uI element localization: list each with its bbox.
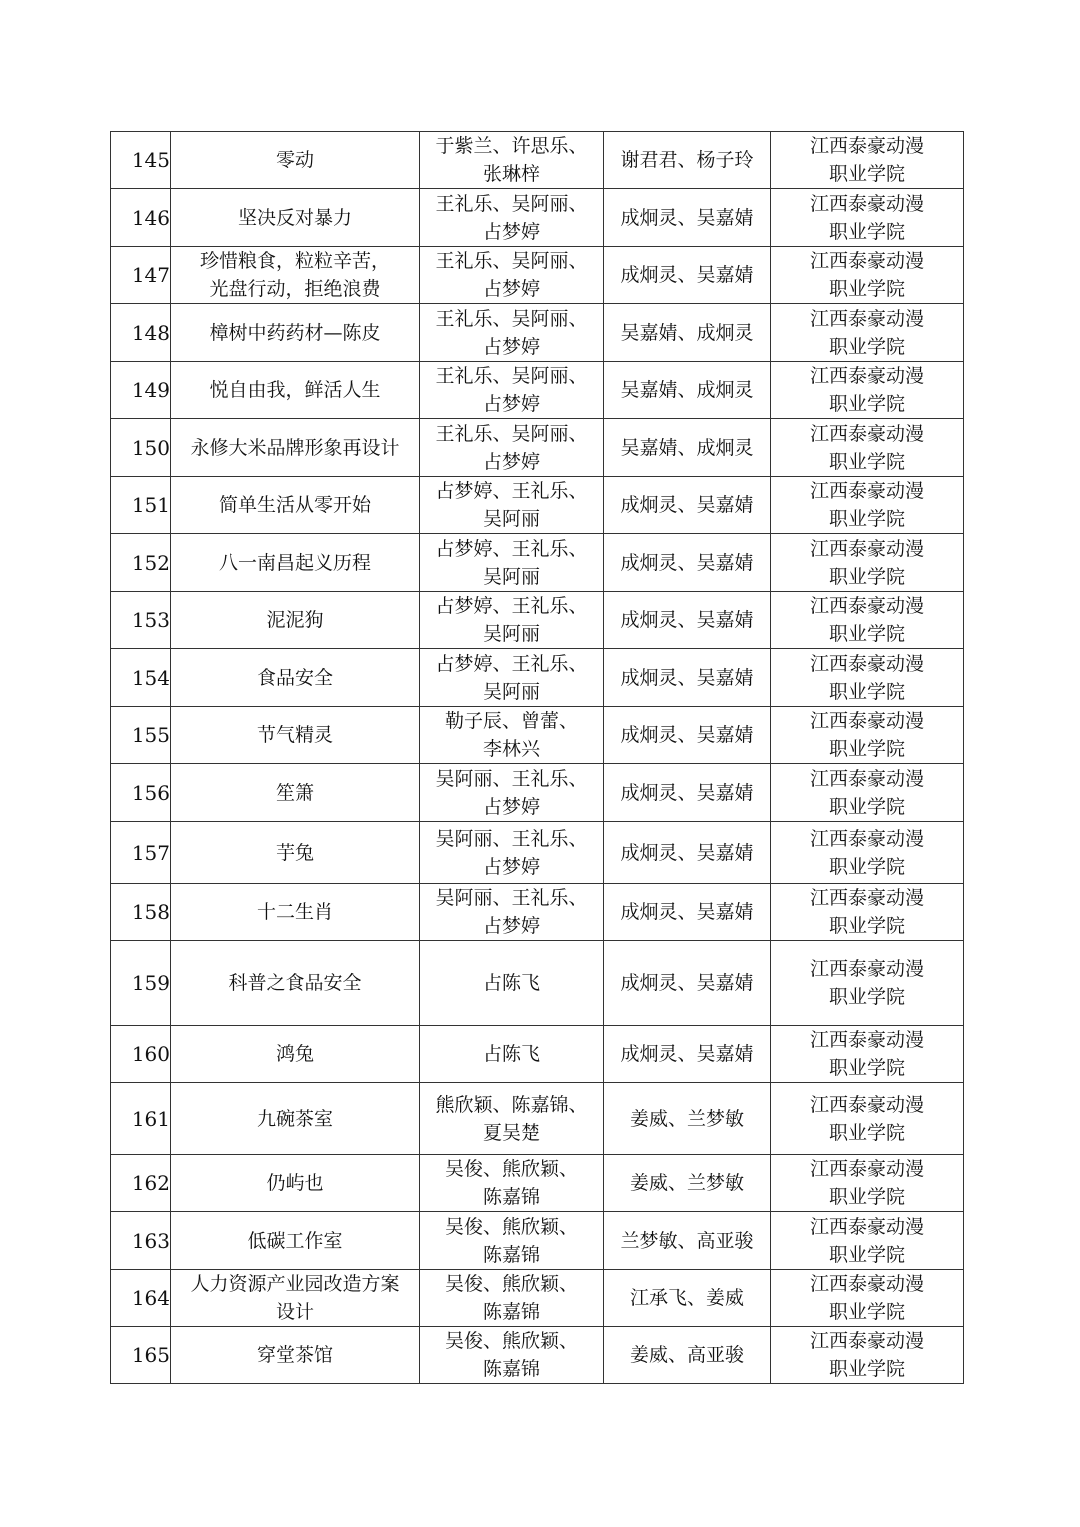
authors-line: 吴阿丽、王礼乐、 [435, 887, 588, 909]
authors-line: 占梦婷、王礼乐、 [435, 537, 588, 560]
row-number-cell: 163 [111, 1212, 171, 1270]
advisors-line: 兰梦敏、高亚骏 [620, 1229, 754, 1252]
school-cell [771, 419, 964, 477]
work-title-line: 樟树中药药材—陈皮 [209, 321, 381, 344]
school-cell [771, 822, 964, 884]
work-title-line: 节气精灵 [256, 724, 333, 746]
work-title-line: 八一南昌起义历程 [218, 551, 371, 574]
advisors-line: 谢君君、杨子玲 [620, 149, 754, 171]
row-number-cell: 164 [111, 1270, 171, 1327]
school-cell [771, 362, 964, 419]
authors-line: 占梦婷 [482, 450, 540, 473]
authors-line: 占陈飞 [482, 1043, 540, 1065]
awards-table [110, 131, 964, 1384]
school-line: 职业学院 [828, 1243, 905, 1266]
table-row [111, 132, 964, 189]
school-cell [771, 1212, 964, 1270]
school-cell [771, 884, 964, 941]
authors-line: 夏吴楚 [482, 1121, 540, 1144]
row-number-cell: 155 [111, 707, 171, 764]
advisors-cell [604, 477, 771, 534]
school-cell [771, 592, 964, 649]
school-line: 江西泰豪动漫 [809, 135, 924, 157]
work-title-line: 笙箫 [275, 781, 314, 804]
authors-cell [420, 707, 604, 764]
authors-line: 占梦婷 [482, 393, 540, 415]
row-number-cell: 159 [111, 941, 171, 1026]
school-cell [771, 707, 964, 764]
school-line: 职业学院 [828, 335, 905, 358]
authors-cell [420, 1155, 604, 1212]
authors-line: 陈嘉锦 [482, 1358, 540, 1380]
work-title-cell [171, 941, 420, 1026]
school-cell [771, 1155, 964, 1212]
authors-line: 于紫兰、许思乐、 [435, 135, 588, 157]
authors-cell [420, 477, 604, 534]
school-line: 江西泰豪动漫 [809, 767, 924, 790]
school-line: 江西泰豪动漫 [809, 1029, 924, 1051]
work-title-line: 仍屿也 [266, 1172, 324, 1194]
advisors-cell [604, 419, 771, 477]
school-cell [771, 1327, 964, 1384]
authors-line: 占梦婷 [482, 915, 540, 937]
authors-cell [420, 822, 604, 884]
advisors-line: 江承飞、姜威 [629, 1287, 744, 1309]
authors-cell [420, 304, 604, 362]
advisors-line: 成炯灵、吴嘉婧 [620, 781, 754, 804]
work-title-line: 光盘行动，拒绝浪费 [209, 278, 381, 300]
advisors-line: 吴嘉婧、成炯灵 [620, 321, 754, 344]
school-line: 江西泰豪动漫 [809, 710, 924, 732]
work-title-cell [171, 304, 420, 362]
school-line: 职业学院 [828, 220, 905, 243]
work-title-line: 鸿兔 [275, 1043, 314, 1065]
school-cell [771, 1083, 964, 1155]
advisors-line: 姜威、兰梦敏 [629, 1107, 744, 1130]
authors-line: 占梦婷 [482, 220, 540, 243]
authors-cell [420, 419, 604, 477]
authors-line: 吴俊、熊欣颖、 [444, 1273, 578, 1295]
authors-line: 陈嘉锦 [482, 1301, 540, 1323]
table-row [111, 304, 964, 362]
authors-line: 占梦婷、王礼乐、 [435, 595, 588, 617]
authors-line: 占陈飞 [482, 972, 540, 994]
work-title-cell [171, 419, 420, 477]
work-title-cell [171, 592, 420, 649]
work-title-cell [171, 707, 420, 764]
work-title-cell [171, 362, 420, 419]
table-row [111, 477, 964, 534]
table-row [111, 884, 964, 941]
advisors-line: 成炯灵、吴嘉婧 [620, 901, 754, 923]
authors-line: 王礼乐、吴阿丽、 [435, 307, 588, 330]
work-title-cell [171, 132, 420, 189]
school-line: 江西泰豪动漫 [809, 1158, 924, 1180]
authors-line: 王礼乐、吴阿丽、 [435, 250, 588, 272]
work-title-cell [171, 1270, 420, 1327]
advisors-cell [604, 764, 771, 822]
work-title-cell [171, 764, 420, 822]
work-title-line: 穿堂茶馆 [256, 1344, 333, 1366]
work-title-cell [171, 1327, 420, 1384]
table-row [111, 1212, 964, 1270]
school-line: 职业学院 [828, 623, 905, 645]
table-row [111, 247, 964, 304]
authors-line: 吴阿丽 [482, 565, 540, 588]
advisors-cell [604, 1155, 771, 1212]
advisors-cell [604, 592, 771, 649]
advisors-line: 姜威、高亚骏 [629, 1344, 744, 1366]
row-number-cell: 154 [111, 649, 171, 707]
school-cell [771, 189, 964, 247]
school-line: 江西泰豪动漫 [809, 365, 924, 387]
table-row [111, 189, 964, 247]
work-title-cell [171, 189, 420, 247]
school-line: 江西泰豪动漫 [809, 1093, 924, 1116]
authors-cell [420, 247, 604, 304]
school-line: 职业学院 [828, 986, 905, 1008]
work-title-line: 简单生活从零开始 [218, 494, 371, 516]
school-line: 江西泰豪动漫 [809, 250, 924, 272]
authors-line: 吴俊、熊欣颖、 [444, 1215, 578, 1238]
work-title-line: 食品安全 [256, 666, 333, 689]
advisors-line: 成炯灵、吴嘉婧 [620, 666, 754, 689]
authors-line: 陈嘉锦 [482, 1243, 540, 1266]
work-title-line: 零动 [275, 149, 314, 171]
school-cell [771, 764, 964, 822]
advisors-line: 成炯灵、吴嘉婧 [620, 841, 754, 864]
work-title-cell [171, 1083, 420, 1155]
advisors-cell [604, 1212, 771, 1270]
authors-line: 李林兴 [482, 738, 540, 760]
advisors-line: 成炯灵、吴嘉婧 [620, 264, 754, 286]
row-number-cell: 153 [111, 592, 171, 649]
advisors-cell [604, 1083, 771, 1155]
authors-line: 占梦婷 [482, 335, 540, 358]
school-line: 职业学院 [828, 163, 905, 185]
advisors-cell [604, 822, 771, 884]
authors-cell [420, 649, 604, 707]
table-row [111, 764, 964, 822]
school-line: 职业学院 [828, 393, 905, 415]
school-line: 职业学院 [828, 680, 905, 703]
authors-line: 张琳梓 [482, 163, 540, 185]
authors-line: 吴阿丽 [482, 623, 540, 645]
advisors-line: 成炯灵、吴嘉婧 [620, 609, 754, 631]
work-title-line: 坚决反对暴力 [237, 206, 352, 229]
school-cell [771, 1026, 964, 1083]
advisors-cell [604, 534, 771, 592]
authors-line: 吴阿丽 [482, 508, 540, 530]
work-title-line: 泥泥狗 [266, 609, 324, 631]
table-row [111, 822, 964, 884]
school-line: 职业学院 [828, 450, 905, 473]
authors-cell [420, 1270, 604, 1327]
work-title-line: 人力资源产业园改造方案 [190, 1273, 400, 1295]
authors-cell [420, 764, 604, 822]
row-number-cell: 156 [111, 764, 171, 822]
work-title-line: 悦自由我，鲜活人生 [209, 379, 381, 401]
authors-cell [420, 592, 604, 649]
row-number-cell: 162 [111, 1155, 171, 1212]
school-line: 江西泰豪动漫 [809, 537, 924, 560]
school-line: 职业学院 [828, 738, 905, 760]
school-line: 职业学院 [828, 508, 905, 530]
school-line: 江西泰豪动漫 [809, 307, 924, 330]
table-row [111, 941, 964, 1026]
advisors-cell [604, 247, 771, 304]
authors-line: 占梦婷 [482, 795, 540, 818]
authors-line: 占梦婷、王礼乐、 [435, 652, 588, 675]
table-row [111, 1155, 964, 1212]
work-title-cell [171, 247, 420, 304]
work-title-line: 九碗茶室 [256, 1107, 333, 1130]
row-number-cell: 147 [111, 247, 171, 304]
authors-cell [420, 1327, 604, 1384]
school-line: 职业学院 [828, 1057, 905, 1079]
authors-line: 吴阿丽、王礼乐、 [435, 827, 588, 850]
row-number-cell: 165 [111, 1327, 171, 1384]
work-title-line: 芋兔 [275, 841, 314, 864]
advisors-line: 成炯灵、吴嘉婧 [620, 494, 754, 516]
school-cell [771, 304, 964, 362]
advisors-cell [604, 362, 771, 419]
authors-cell [420, 534, 604, 592]
work-title-cell [171, 1155, 420, 1212]
school-line: 职业学院 [828, 1186, 905, 1208]
school-line: 职业学院 [828, 915, 905, 937]
authors-line: 占梦婷 [482, 278, 540, 300]
authors-line: 吴俊、熊欣颖、 [444, 1158, 578, 1180]
work-title-line: 低碳工作室 [247, 1229, 343, 1252]
row-number-cell: 150 [111, 419, 171, 477]
authors-cell [420, 132, 604, 189]
authors-line: 勒子辰、曾蕾、 [444, 710, 578, 732]
advisors-cell [604, 941, 771, 1026]
table-row [111, 592, 964, 649]
work-title-line: 科普之食品安全 [228, 972, 362, 994]
advisors-cell [604, 649, 771, 707]
row-number-cell: 151 [111, 477, 171, 534]
authors-cell [420, 941, 604, 1026]
awards-table-body [111, 132, 964, 1384]
advisors-line: 姜威、兰梦敏 [629, 1172, 744, 1194]
table-row [111, 1083, 964, 1155]
table-row [111, 534, 964, 592]
work-title-cell [171, 884, 420, 941]
authors-line: 王礼乐、吴阿丽、 [435, 192, 588, 215]
work-title-cell [171, 822, 420, 884]
row-number-cell: 158 [111, 884, 171, 941]
row-number-cell: 152 [111, 534, 171, 592]
advisors-line: 成炯灵、吴嘉婧 [620, 724, 754, 746]
work-title-cell [171, 477, 420, 534]
advisors-cell [604, 1327, 771, 1384]
advisors-cell [604, 884, 771, 941]
authors-line: 王礼乐、吴阿丽、 [435, 422, 588, 445]
advisors-cell [604, 707, 771, 764]
authors-cell [420, 1026, 604, 1083]
school-cell [771, 941, 964, 1026]
work-title-cell [171, 534, 420, 592]
advisors-line: 成炯灵、吴嘉婧 [620, 1043, 754, 1065]
work-title-cell [171, 649, 420, 707]
advisors-cell [604, 1026, 771, 1083]
authors-line: 占梦婷 [482, 855, 540, 878]
row-number-cell: 148 [111, 304, 171, 362]
advisors-cell [604, 132, 771, 189]
school-cell [771, 649, 964, 707]
advisors-line: 成炯灵、吴嘉婧 [620, 972, 754, 994]
school-line: 职业学院 [828, 278, 905, 300]
advisors-cell [604, 189, 771, 247]
school-line: 江西泰豪动漫 [809, 887, 924, 909]
work-title-line: 设计 [275, 1301, 314, 1323]
school-line: 江西泰豪动漫 [809, 192, 924, 215]
table-row [111, 1026, 964, 1083]
advisors-line: 成炯灵、吴嘉婧 [620, 551, 754, 574]
row-number-cell: 160 [111, 1026, 171, 1083]
school-line: 江西泰豪动漫 [809, 422, 924, 445]
school-line: 职业学院 [828, 565, 905, 588]
authors-cell [420, 189, 604, 247]
advisors-line: 吴嘉婧、成炯灵 [620, 379, 754, 401]
work-title-cell [171, 1212, 420, 1270]
school-line: 职业学院 [828, 795, 905, 818]
work-title-line: 永修大米品牌形象再设计 [190, 436, 400, 459]
table-row [111, 419, 964, 477]
school-line: 江西泰豪动漫 [809, 652, 924, 675]
advisors-line: 吴嘉婧、成炯灵 [620, 436, 754, 459]
work-title-line: 十二生肖 [256, 901, 333, 923]
advisors-cell [604, 1270, 771, 1327]
authors-cell [420, 1212, 604, 1270]
authors-line: 陈嘉锦 [482, 1186, 540, 1208]
table-row [111, 707, 964, 764]
school-cell [771, 247, 964, 304]
authors-cell [420, 884, 604, 941]
school-line: 职业学院 [828, 1358, 905, 1380]
school-line: 江西泰豪动漫 [809, 1330, 924, 1352]
school-cell [771, 534, 964, 592]
table-row [111, 362, 964, 419]
school-cell [771, 132, 964, 189]
school-line: 江西泰豪动漫 [809, 827, 924, 850]
school-line: 江西泰豪动漫 [809, 1273, 924, 1295]
row-number-cell: 157 [111, 822, 171, 884]
authors-cell [420, 362, 604, 419]
authors-line: 占梦婷、王礼乐、 [435, 480, 588, 502]
work-title-line: 珍惜粮食，粒粒辛苦， [199, 250, 390, 272]
work-title-cell [171, 1026, 420, 1083]
school-cell [771, 1270, 964, 1327]
advisors-line: 成炯灵、吴嘉婧 [620, 206, 754, 229]
row-number-cell: 161 [111, 1083, 171, 1155]
authors-cell [420, 1083, 604, 1155]
authors-line: 吴阿丽、王礼乐、 [435, 767, 588, 790]
school-line: 职业学院 [828, 1301, 905, 1323]
advisors-cell [604, 304, 771, 362]
school-line: 江西泰豪动漫 [809, 1215, 924, 1238]
authors-line: 王礼乐、吴阿丽、 [435, 365, 588, 387]
school-cell [771, 477, 964, 534]
school-line: 江西泰豪动漫 [809, 958, 924, 980]
table-row [111, 1327, 964, 1384]
row-number-cell: 145 [111, 132, 171, 189]
authors-line: 吴俊、熊欣颖、 [444, 1330, 578, 1352]
authors-line: 吴阿丽 [482, 680, 540, 703]
school-line: 江西泰豪动漫 [809, 595, 924, 617]
authors-line: 熊欣颖、陈嘉锦、 [435, 1093, 588, 1116]
school-line: 职业学院 [828, 1121, 905, 1144]
table-row [111, 1270, 964, 1327]
school-line: 职业学院 [828, 855, 905, 878]
school-line: 江西泰豪动漫 [809, 480, 924, 502]
row-number-cell: 146 [111, 189, 171, 247]
table-row [111, 649, 964, 707]
row-number-cell: 149 [111, 362, 171, 419]
